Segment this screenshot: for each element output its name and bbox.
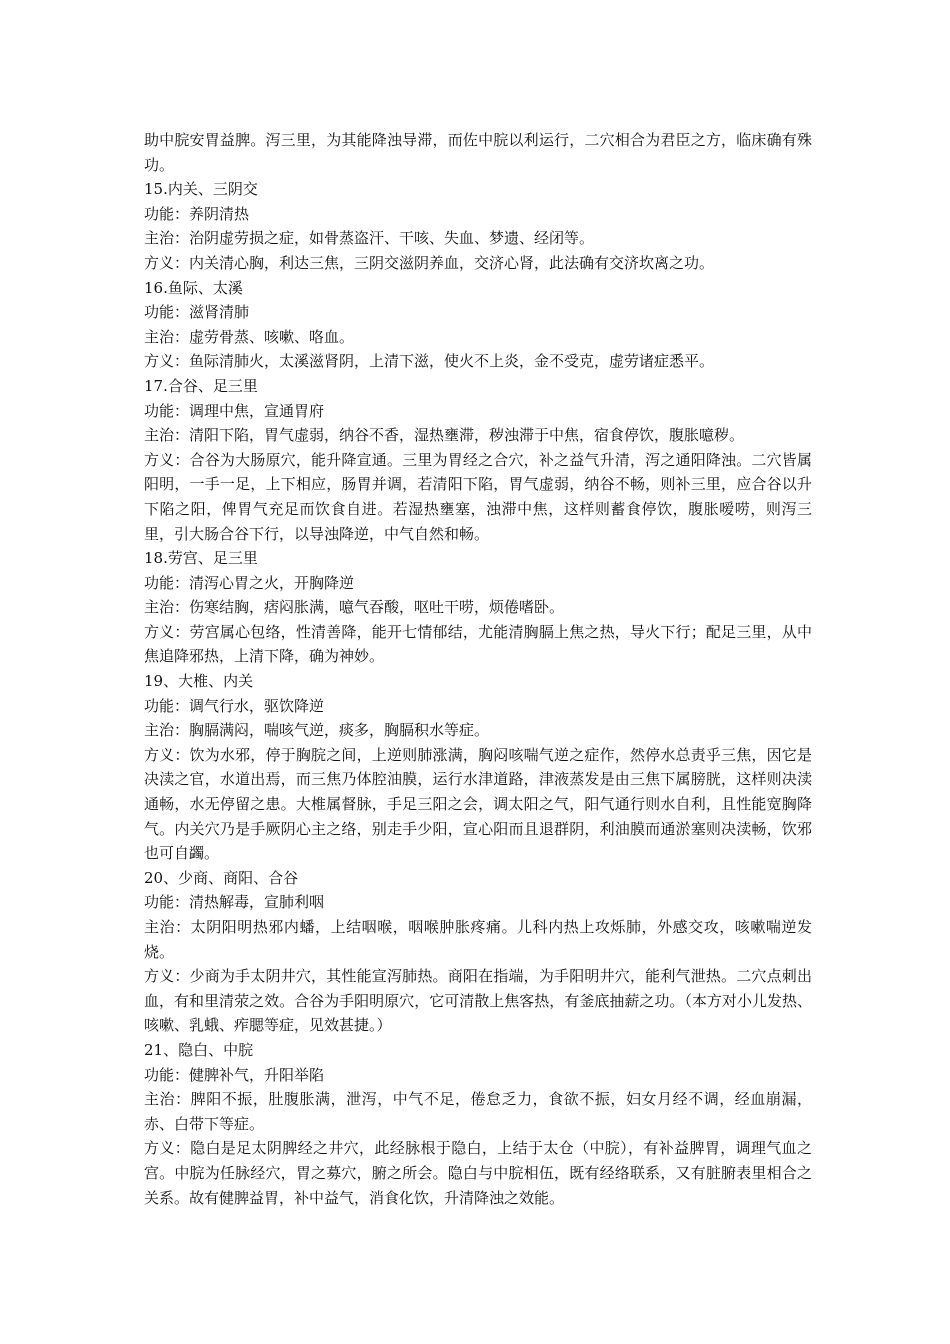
function-line: 功能：清泻心胃之火，开胸降逆	[144, 573, 355, 592]
explanation-paragraph: 方义：少商为手太阴井穴，其性能宣泻肺热。商阳在指端，为手阳明井穴，能利气泄热。二穴点刺出血，有和里清荥之效。合谷为手阳明原穴，它可清散上焦客热，有釜底抽薪之功。（本方对小儿发热、咳嗽、乳蛾、痄腮等症，见效甚捷。）	[144, 967, 812, 1035]
explanation-paragraph: 方义：隐白是足太阴脾经之井穴，此经脉根于隐白，上结于太仓（中脘），有补益脾胃，调理气血之宫。中脘为任脉经穴，胃之募穴，腑之所会。隐白与中脘相伍，既有经络联系，又有脏腑表里相合之关系。故有健脾益胃，补中益气，消食化饮，升清降浊之效能。	[144, 1139, 812, 1207]
indication-line: 主治：治阴虚劳损之症，如骨蒸盗汗、干咳、失血、梦遗、经闭等。	[144, 229, 595, 248]
indication-line: 主治：胸膈满闷，喘咳气逆，痰多，胸膈积水等症。	[144, 721, 490, 740]
indication-line: 主治：虚劳骨蒸、咳嗽、咯血。	[144, 327, 355, 346]
paragraph: 助中脘安胃益脾。泻三里，为其能降浊导滞，而佐中脘以利运行，二穴相合为君臣之方，临床确有殊功。	[144, 131, 812, 174]
explanation-paragraph: 方义：劳宫属心包络，性清善降，能开七情郁结，尤能清胸膈上焦之热，导火下行；配足三里，从中焦追降邪热，上清下降，确为神妙。	[144, 622, 812, 666]
section-heading: 17.合谷、足三里	[144, 376, 258, 395]
function-line: 功能：养阴清热	[144, 204, 250, 223]
section-heading: 15.内关、三阴交	[144, 180, 258, 199]
function-line: 功能：清热解毒，宣肺利咽	[144, 893, 325, 912]
function-line: 功能：调理中焦，宣通胃府	[144, 401, 325, 420]
section-heading: 21、隐白、中脘	[144, 1040, 254, 1059]
indication-paragraph: 主治：太阴阳明热邪内蟠，上结咽喉，咽喉肿胀疼痛。儿科内热上攻烁肺，外感交攻，咳嗽喘逆发烧。	[144, 918, 812, 961]
section-heading: 16.鱼际、太溪	[144, 278, 243, 297]
indication-line: 主治：伤寒结胸，痞闷胀满，噫气吞酸，呕吐干唠，烦倦嗜卧。	[144, 598, 565, 617]
function-line: 功能：健脾补气，升阳举陷	[144, 1065, 325, 1084]
section-heading: 19、大椎、内关	[144, 672, 254, 691]
indication-line: 主治：清阳下陷，胃气虚弱，纳谷不香，湿热壅滞，秽浊滞于中焦，宿食停饮，腹胀噫秽。	[144, 426, 745, 445]
section-heading: 20、少商、商阳、合谷	[144, 868, 299, 887]
section-heading: 18.劳宫、足三里	[144, 549, 258, 568]
document-body	[144, 128, 812, 1210]
explanation-line: 方义：内关清心胸，利达三焦，三阴交滋阴养血，交济心肾，此法确有交济坎离之功。	[144, 253, 715, 272]
explanation-paragraph: 方义：合谷为大肠原穴，能升降宣通。三里为胃经之合穴，补之益气升清，泻之通阳降浊。二穴皆属阳明，一手一足，上下相应，肠胃并调，若清阳下陷，胃气虚弱，纳谷不畅，则补三里，应合谷以升下陷之阳，俾胃气充足而饮食自进。若湿热壅塞，浊滞中焦，这样则蓄食停饮，腹胀嗳唠，则泻三里，引大肠合谷下行，以导浊降逆，中气自然和畅。	[144, 450, 812, 543]
explanation-paragraph: 方义：饮为水邪，停于胸脘之间，上逆则肺涨满，胸闷咳喘气逆之症作，然停水总责乎三焦，因它是决渎之官，水道出焉，而三焦乃体腔油膜，运行水津道路，津液蒸发是由三焦下属膀胱，这样则决渎通畅，水无停留之患。大椎属督脉，手足三阳之会，调太阳之气，阳气通行则水自利，且性能宽胸降气。内关穴乃是手厥阴心主之络，别走手少阳，宣心阳而且退群阴，利油膜而通淤塞则决渎畅，饮邪也可自蠲。	[144, 745, 812, 863]
indication-paragraph: 主治：脾阳不振，肚腹胀满，泄泻，中气不足，倦怠乏力，食欲不振，妇女月经不调，经血崩漏，赤、白带下等症。	[144, 1090, 812, 1133]
function-line: 功能：滋肾清肺	[144, 303, 250, 322]
explanation-line: 方义：鱼际清肺火，太溪滋肾阴，上清下滋，使火不上炎，金不受克，虚劳诸症悉平。	[144, 352, 715, 371]
function-line: 功能：调气行水，驱饮降逆	[144, 696, 325, 715]
